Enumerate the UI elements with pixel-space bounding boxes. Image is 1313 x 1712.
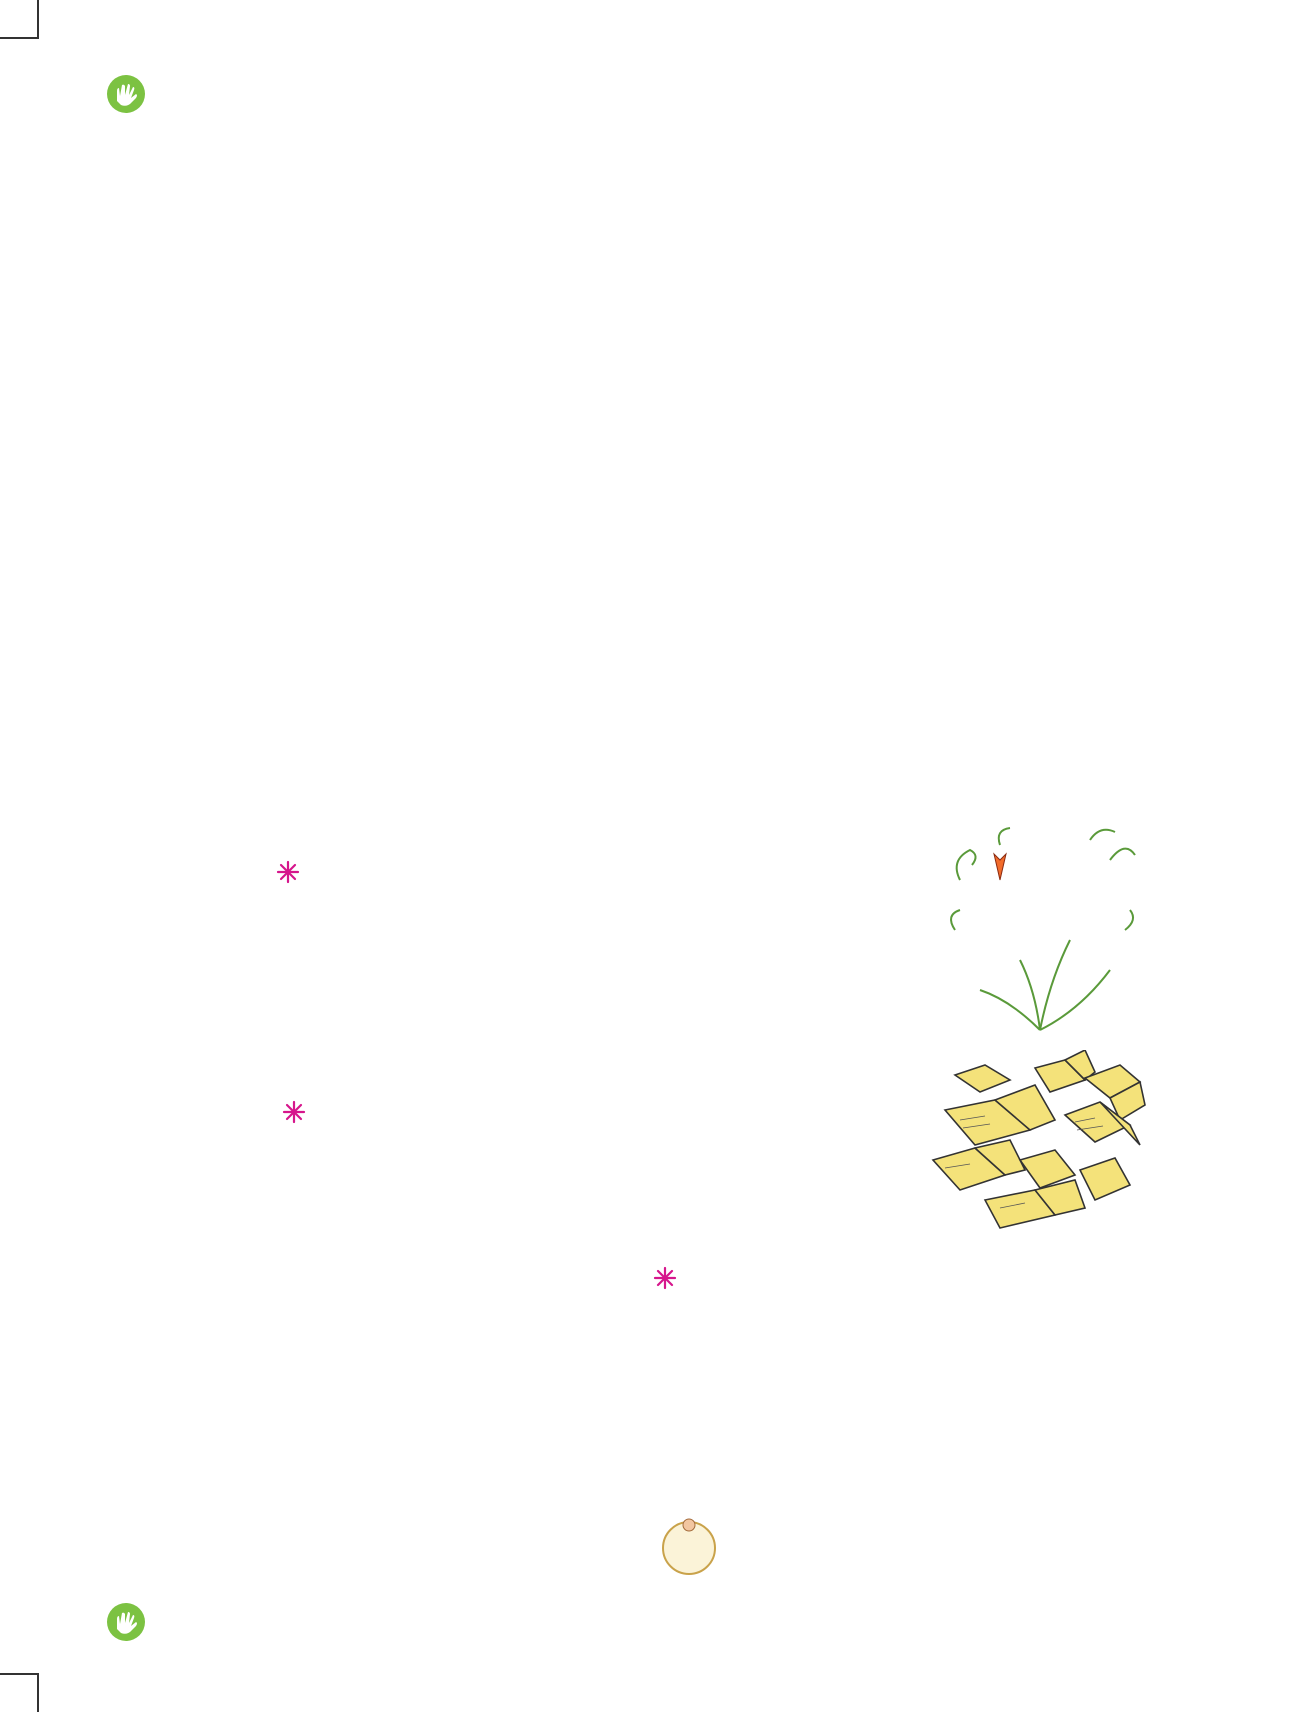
star-bullet-icon [282,1100,306,1124]
star-bullet-icon [276,860,300,884]
page-number-badge [658,1515,720,1577]
corner-hand-icon-top [106,74,146,114]
students-rows-image [245,1235,605,1450]
crop-mark-top [0,0,39,39]
star-bullet-icon [653,1266,677,1290]
flower-bunch-image [940,820,1140,1040]
corner-hand-icon-bottom [106,1602,146,1642]
watermark [330,0,820,600]
crop-mark-bottom [0,1673,39,1712]
open-books-image [925,1050,1150,1230]
